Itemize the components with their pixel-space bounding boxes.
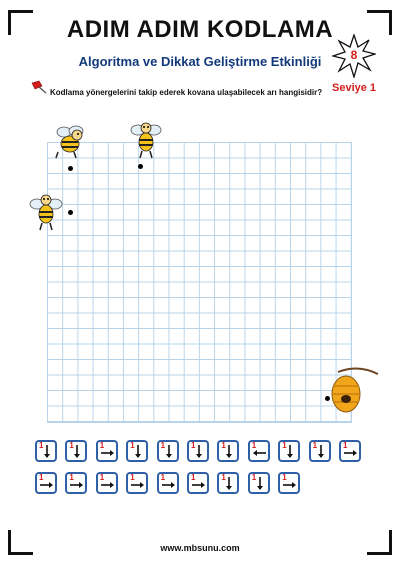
command-card[interactable] [65, 440, 87, 462]
command-card[interactable] [248, 472, 270, 494]
arrow-right-icon [159, 474, 177, 492]
command-card[interactable] [187, 472, 209, 494]
command-card[interactable] [35, 440, 57, 462]
command-card[interactable] [157, 472, 179, 494]
command-card[interactable] [309, 440, 331, 462]
arrow-down-icon [311, 442, 329, 460]
step-count: 1 [191, 473, 196, 482]
step-count: 1 [282, 441, 287, 450]
coding-grid [47, 142, 352, 423]
command-card[interactable] [96, 440, 118, 462]
arrow-right-icon [67, 474, 85, 492]
arrow-right-icon [98, 442, 116, 460]
command-card[interactable] [217, 472, 239, 494]
command-card[interactable] [278, 472, 300, 494]
arrow-left-icon [250, 442, 268, 460]
bee-start-point [68, 166, 73, 171]
arrow-down-icon [189, 442, 207, 460]
bee-icon[interactable] [50, 122, 90, 164]
step-count: 1 [130, 473, 135, 482]
command-card[interactable] [35, 472, 57, 494]
step-count: 1 [39, 473, 44, 482]
page-title: ADIM ADIM KODLAMA [66, 16, 334, 43]
arrow-right-icon [280, 474, 298, 492]
step-count: 1 [312, 441, 318, 450]
step-count: 1 [191, 441, 196, 450]
activity-number: 8 [350, 48, 358, 62]
arrow-down-icon [219, 474, 237, 492]
step-count: 1 [160, 441, 166, 450]
command-card[interactable] [187, 440, 209, 462]
arrow-down-icon [219, 442, 237, 460]
step-count: 1 [39, 441, 44, 450]
bee-start-point [138, 164, 143, 169]
arrow-down-icon [280, 442, 298, 460]
arrow-right-icon [37, 474, 55, 492]
push-pin-icon [30, 80, 48, 94]
step-count: 1 [343, 441, 348, 450]
arrow-down-icon [37, 442, 55, 460]
arrow-down-icon [128, 442, 146, 460]
step-count: 1 [221, 473, 226, 482]
step-count: 1 [69, 441, 74, 450]
command-card[interactable] [126, 440, 148, 462]
command-card[interactable] [96, 472, 118, 494]
level-label: Seviye 1 [332, 82, 377, 94]
step-count: 1 [282, 473, 287, 482]
command-card[interactable] [248, 440, 270, 462]
command-card[interactable] [278, 440, 300, 462]
bee-icon[interactable] [26, 190, 66, 232]
step-count: 1 [160, 473, 166, 482]
arrow-right-icon [128, 474, 146, 492]
step-count: 1 [221, 441, 226, 450]
step-count: 1 [251, 441, 257, 450]
hive-entry-point [325, 396, 330, 401]
beehive-icon [318, 364, 380, 418]
arrow-down-icon [67, 442, 85, 460]
website-footer: www.mbsunu.com [160, 543, 240, 553]
step-count: 1 [69, 473, 74, 482]
instruction-text: Kodlama yönergelerini takip ederek kovana ulaşabilecek arı hangisidir? [50, 88, 323, 97]
command-card[interactable] [339, 440, 361, 462]
arrow-right-icon [189, 474, 207, 492]
step-count: 1 [130, 441, 135, 450]
step-count: 1 [251, 473, 257, 482]
arrow-right-icon [98, 474, 116, 492]
command-card[interactable] [217, 440, 239, 462]
arrow-down-icon [159, 442, 177, 460]
bee-start-point [68, 210, 73, 215]
bee-icon[interactable] [126, 118, 166, 160]
arrow-down-icon [250, 474, 268, 492]
arrow-right-icon [341, 442, 359, 460]
step-count: 1 [99, 441, 105, 450]
step-count: 1 [99, 473, 105, 482]
command-card[interactable] [126, 472, 148, 494]
command-card[interactable] [157, 440, 179, 462]
command-card[interactable] [65, 472, 87, 494]
page-subtitle: Algoritma ve Dikkat Geliştirme Etkinliği [78, 54, 322, 69]
